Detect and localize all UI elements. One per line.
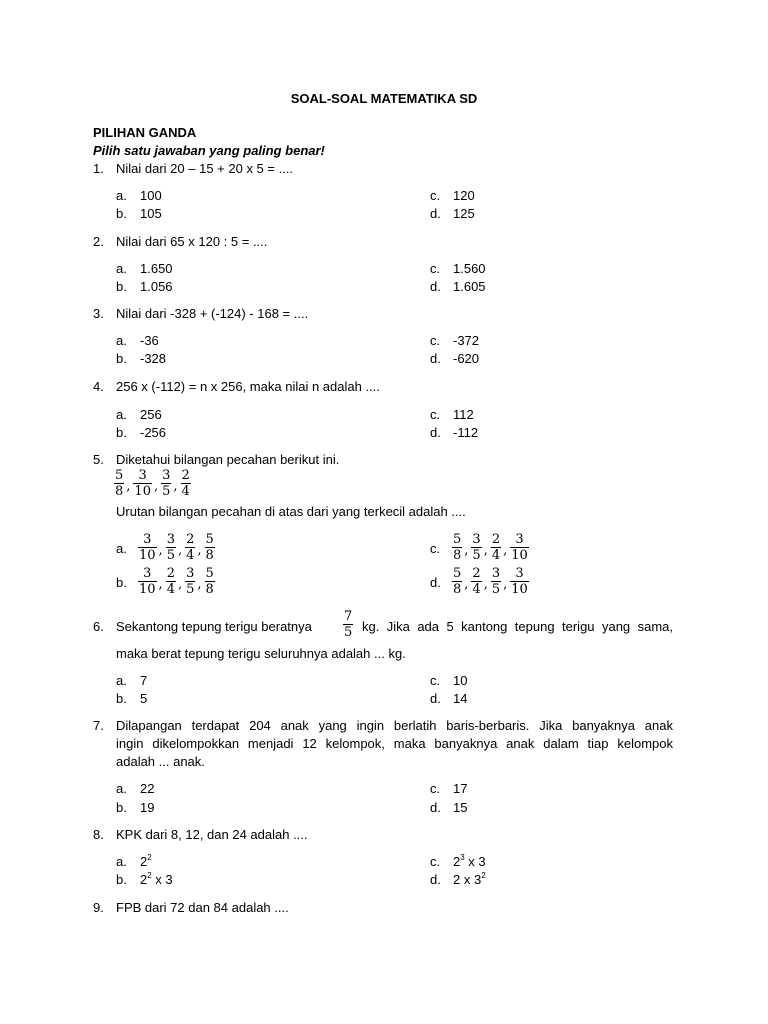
comma-separator: ,: [197, 542, 202, 558]
option-letter: b.: [116, 872, 127, 887]
option-letter: b.: [116, 279, 127, 294]
option-letter: b.: [116, 206, 127, 221]
fraction: [510, 532, 529, 563]
instruction: Pilih satu jawaban yang paling benar!: [93, 143, 325, 158]
denominator: 4: [166, 582, 175, 597]
question-number: 8.: [93, 827, 104, 842]
comma-separator: ,: [503, 576, 508, 592]
question-text: Nilai dari -328 + (-124) - 168 = ....: [116, 306, 309, 321]
numerator: 5: [453, 566, 462, 581]
fraction: [471, 566, 481, 597]
question-number: 9.: [93, 900, 104, 915]
denominator: 10: [511, 548, 528, 563]
option-c[interactable]: 17: [453, 781, 468, 796]
option-letter: a.: [116, 781, 127, 796]
numerator: 3: [166, 532, 175, 547]
numerator: 3: [515, 566, 524, 581]
option-d[interactable]: 2 x $3^2$: [453, 871, 486, 887]
option-d[interactable]: -620: [453, 351, 480, 366]
option-d[interactable]: [452, 566, 529, 597]
option-b[interactable]: 19: [140, 800, 155, 815]
numerator: 3: [515, 532, 524, 547]
option-letter: a.: [116, 188, 127, 203]
fraction: [471, 532, 481, 563]
option-a[interactable]: 7: [140, 673, 148, 688]
denominator: 10: [139, 548, 156, 563]
fraction: [205, 566, 215, 597]
option-b[interactable]: 1.056: [140, 279, 173, 294]
numerator: 3: [143, 532, 152, 547]
option-letter: c.: [430, 854, 441, 869]
numerator: 3: [472, 532, 481, 547]
numerator: 3: [143, 566, 152, 581]
option-b[interactable]: [138, 566, 215, 597]
question-number: 2.: [93, 234, 104, 249]
option-letter: b.: [116, 800, 127, 815]
option-letter: a.: [116, 673, 127, 688]
fraction: [185, 566, 195, 597]
denominator: 10: [134, 484, 151, 499]
denominator: 10: [139, 582, 156, 597]
numerator: 2: [186, 532, 195, 547]
denominator: 4: [491, 548, 501, 563]
option-a[interactable]: 22: [140, 781, 155, 796]
comma-separator: ,: [483, 576, 488, 592]
option-c[interactable]: 10: [453, 673, 468, 688]
option-a[interactable]: 1.650: [140, 261, 173, 276]
comma-separator: ,: [464, 542, 469, 558]
option-letter: b.: [116, 575, 127, 590]
option-letter: d.: [430, 575, 441, 590]
comma-separator: ,: [153, 478, 159, 494]
option-a[interactable]: $2^2$: [140, 853, 152, 869]
option-d[interactable]: 1.605: [453, 279, 486, 294]
fraction: [452, 532, 462, 563]
fraction: [166, 566, 176, 597]
question-number: 5.: [93, 452, 104, 467]
comma-separator: ,: [158, 576, 163, 592]
fraction: [138, 532, 157, 563]
option-d[interactable]: 14: [453, 691, 468, 706]
numerator: 3: [138, 468, 147, 483]
option-letter: b.: [116, 351, 127, 366]
fraction: [510, 566, 529, 597]
denominator: 5: [491, 582, 501, 597]
option-c[interactable]: [452, 532, 529, 563]
numerator: 3: [162, 468, 171, 483]
option-letter: a.: [116, 407, 127, 422]
option-a[interactable]: 256: [140, 407, 162, 422]
numerator: 3: [186, 566, 195, 581]
option-letter: c.: [430, 407, 441, 422]
numerator: 5: [115, 468, 124, 483]
denominator: 5: [472, 548, 481, 563]
denominator: 8: [205, 582, 214, 597]
option-c[interactable]: 112: [453, 407, 474, 422]
question-text: 256 x (-112) = n x 256, maka nilai n adalah ....: [116, 379, 380, 394]
option-d[interactable]: 125: [453, 206, 475, 221]
option-letter: c.: [430, 781, 441, 796]
fraction: [343, 609, 353, 640]
comma-separator: ,: [158, 542, 163, 558]
numerator: 5: [205, 532, 214, 547]
weight-fraction: [343, 609, 353, 640]
option-letter: d.: [430, 351, 441, 366]
question-line-2: ingin dikelompokkan menjadi 12 kelompok, maka banyaknya anak dalam tiap kelompok: [116, 736, 673, 751]
question-number: 7.: [93, 718, 104, 733]
comma-separator: ,: [126, 478, 131, 494]
fraction: [133, 468, 152, 499]
option-c[interactable]: 120: [453, 188, 475, 203]
fraction: [452, 566, 462, 597]
option-d[interactable]: -112: [453, 425, 479, 440]
option-letter: a.: [116, 541, 127, 556]
comma-separator: ,: [483, 542, 488, 558]
denominator: 5: [186, 582, 195, 597]
comma-separator: ,: [177, 576, 183, 592]
option-b[interactable]: 5: [140, 691, 148, 706]
question-text-2: maka berat tepung terigu seluruhnya adalah ... kg.: [116, 646, 406, 661]
option-b[interactable]: -328: [140, 351, 167, 366]
question-line-1: Dilapangan terdapat 204 anak yang ingin berlatih baris-berbaris. Jika banyaknya anak: [116, 718, 673, 733]
comma-separator: ,: [173, 478, 178, 494]
denominator: 5: [166, 548, 175, 563]
option-letter: d.: [430, 872, 441, 887]
fraction: [138, 566, 157, 597]
option-letter: c.: [430, 261, 441, 276]
question-text: FPB dari 72 dan 84 adalah ....: [116, 900, 289, 915]
denominator: 4: [472, 582, 481, 597]
option-a[interactable]: 100: [140, 188, 162, 203]
question-number: 3.: [93, 306, 104, 321]
question-number: 4.: [93, 379, 104, 394]
numerator: 5: [453, 532, 462, 547]
numerator: 2: [491, 532, 501, 547]
option-letter: d.: [430, 206, 441, 221]
option-a[interactable]: -36: [140, 333, 159, 348]
comma-separator: ,: [197, 576, 202, 592]
numerator: 7: [344, 609, 353, 624]
comma-separator: ,: [177, 542, 183, 558]
denominator: 5: [162, 484, 171, 499]
page-title: SOAL-SOAL MATEMATIKA SD: [290, 91, 478, 106]
option-d[interactable]: 15: [453, 800, 468, 815]
question-text: Diketahui bilangan pecahan berikut ini.: [116, 452, 340, 467]
option-c[interactable]: -372: [453, 333, 480, 348]
question-number: 1.: [93, 161, 104, 176]
numerator: 2: [166, 566, 175, 581]
denominator: 5: [344, 625, 353, 640]
denominator: 8: [453, 582, 462, 597]
denominator: 4: [181, 484, 190, 499]
denominator: 4: [186, 548, 195, 563]
fraction: [185, 532, 195, 563]
option-c[interactable]: 1.560: [453, 261, 486, 276]
fraction: [491, 532, 501, 563]
option-b[interactable]: -256: [140, 425, 167, 440]
fraction: [166, 532, 176, 563]
numerator: 2: [181, 468, 190, 483]
question-text-2: Urutan bilangan pecahan di atas dari yang terkecil adalah ....: [116, 504, 466, 519]
option-letter: a.: [116, 261, 127, 276]
option-letter: d.: [430, 279, 441, 294]
option-letter: c.: [430, 333, 441, 348]
numerator: 5: [205, 566, 214, 581]
option-b[interactable]: 105: [140, 206, 162, 221]
option-a[interactable]: [138, 532, 215, 563]
denominator: 8: [115, 484, 124, 499]
comma-separator: ,: [503, 542, 508, 558]
denominator: 10: [511, 582, 528, 597]
option-letter: b.: [116, 425, 127, 440]
fraction: [205, 532, 215, 563]
option-c[interactable]: $2^3$ x 3: [453, 853, 486, 869]
option-letter: a.: [116, 333, 127, 348]
denominator: 8: [205, 548, 214, 563]
question-line-3: adalah ... anak.: [116, 754, 205, 769]
option-letter: d.: [430, 425, 441, 440]
question-text: Nilai dari 65 x 120 : 5 = ....: [116, 234, 268, 249]
question-text: Nilai dari 20 – 15 + 20 x 5 = ....: [116, 161, 294, 176]
comma-separator: ,: [464, 576, 469, 592]
numerator: 2: [472, 566, 481, 581]
given-fractions: [114, 468, 191, 499]
question-text-post: kg. Jika ada 5 kantong tepung terigu yang sama,: [362, 619, 673, 634]
option-letter: a.: [116, 854, 127, 869]
numerator: 3: [491, 566, 501, 581]
question-number: 6.: [93, 619, 104, 634]
option-letter: b.: [116, 691, 127, 706]
section-heading: PILIHAN GANDA: [93, 125, 197, 140]
fraction: [491, 566, 501, 597]
option-b[interactable]: $2^2$ x 3: [140, 871, 173, 887]
fraction: [181, 468, 191, 499]
question-text: KPK dari 8, 12, dan 24 adalah ....: [116, 827, 308, 842]
option-letter: c.: [430, 673, 441, 688]
fraction: [114, 468, 124, 499]
option-letter: d.: [430, 691, 441, 706]
fraction: [161, 468, 171, 499]
option-letter: c.: [430, 188, 441, 203]
option-letter: c.: [430, 541, 441, 556]
denominator: 8: [453, 548, 462, 563]
question-text-pre: Sekantong tepung terigu beratnya: [116, 619, 312, 634]
option-letter: d.: [430, 800, 441, 815]
